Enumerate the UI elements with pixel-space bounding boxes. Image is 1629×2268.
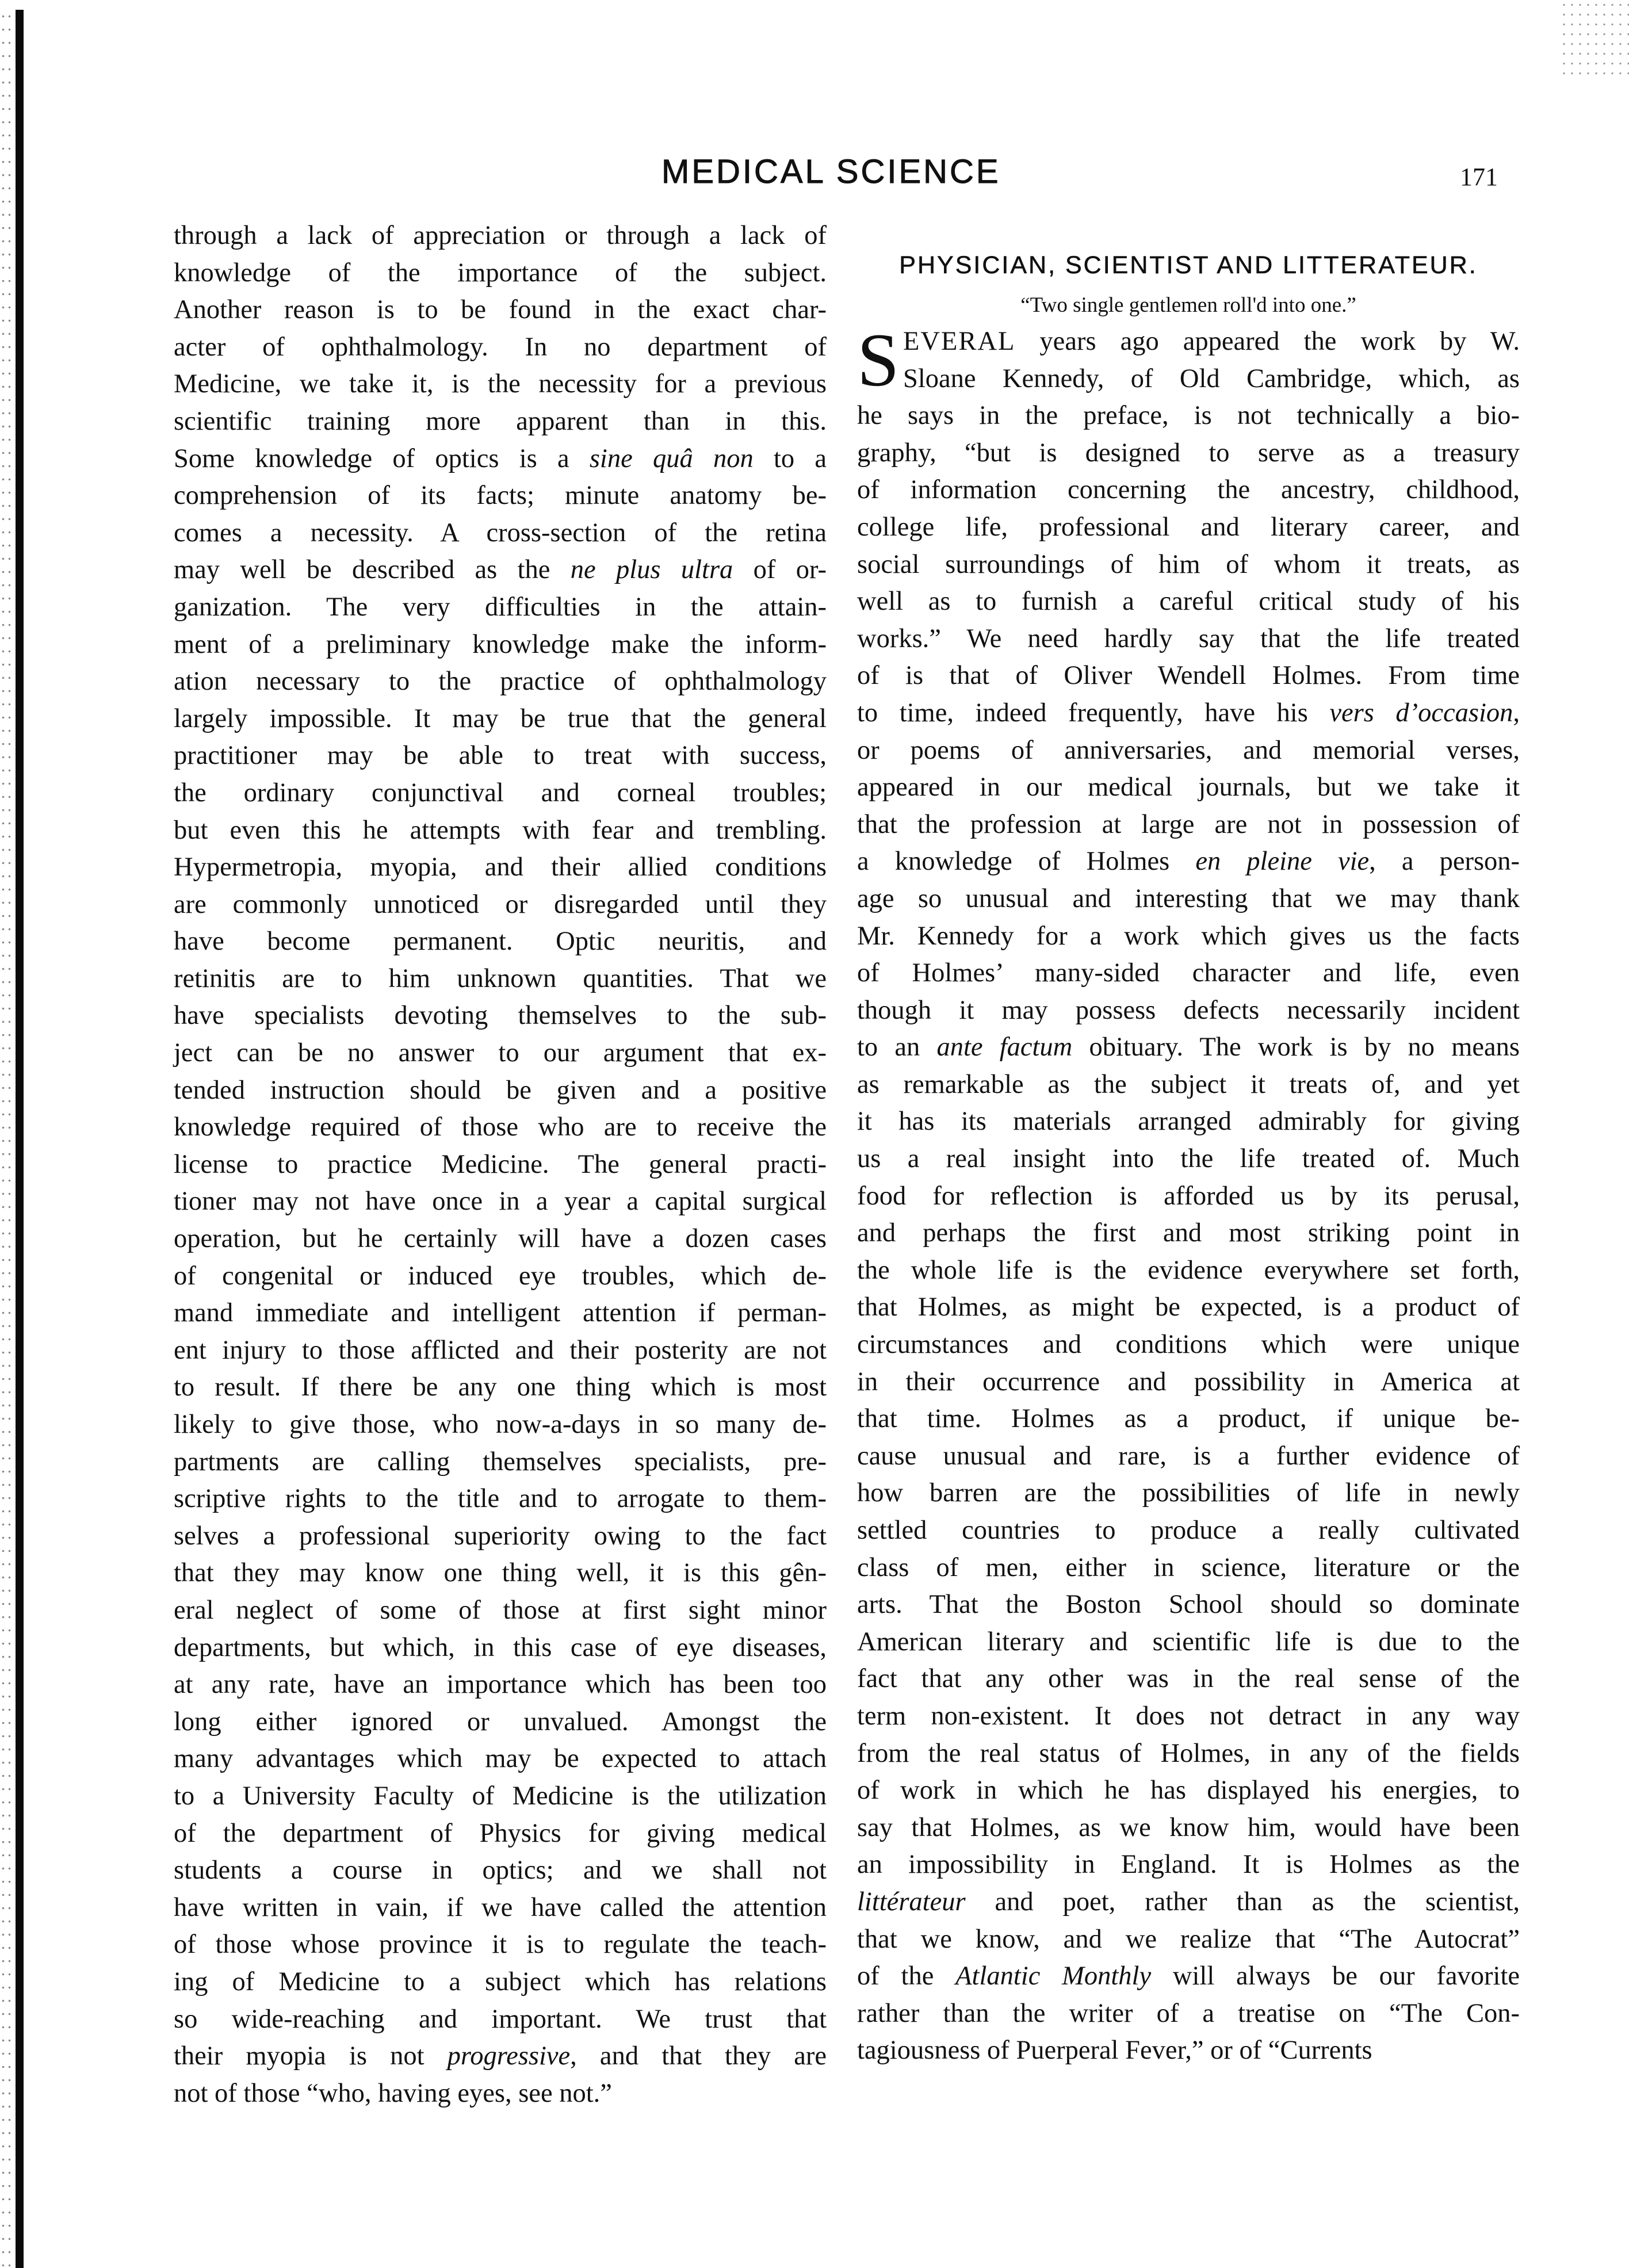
- text-line: [857, 1066, 1520, 1104]
- text-line: [174, 515, 827, 552]
- text-run: operation, but he certainly will have a dozen cases: [174, 1224, 827, 1254]
- text-run: a knowledge of Holmes: [857, 847, 1196, 877]
- text-line: [857, 1029, 1520, 1066]
- text-line: [857, 881, 1520, 918]
- text-run: Mr. Kennedy for a work which gives us the facts: [857, 921, 1520, 951]
- text-line: [174, 292, 827, 329]
- text-run: how barren are the possibilities of life in newly: [857, 1478, 1520, 1508]
- text-run: eral neglect of some of those at first sight minor: [174, 1595, 827, 1625]
- text-line: [857, 1661, 1520, 1698]
- text-run: from the real status of Holmes, in any of the fields: [857, 1738, 1520, 1768]
- text-run: have specialists devoting themselves to the sub-: [174, 1001, 827, 1031]
- text-line: [174, 923, 827, 961]
- text-run: comes a necessity. A cross-section of the retina: [174, 518, 827, 548]
- text-run: that Holmes, as might be expected, is a product of: [857, 1292, 1520, 1322]
- text-run: class of men, either in science, literature or the: [857, 1552, 1520, 1582]
- text-run: graphy, “but is designed to serve as a treasury: [857, 438, 1520, 468]
- text-line: [174, 1406, 827, 1444]
- text-line: [857, 2032, 1520, 2070]
- text-run: tagiousness of Puerperal Fever,” or of “Currents: [857, 2036, 1372, 2066]
- text-run: may well be described as the: [174, 555, 571, 585]
- text-run: though it may possess defects necessarily incident: [857, 995, 1520, 1025]
- text-line: [857, 1550, 1520, 1587]
- text-line: [857, 992, 1520, 1030]
- text-line: [857, 1921, 1520, 1959]
- text-line: [857, 1624, 1520, 1661]
- text-run: appeared in our medical journals, but we take it: [857, 772, 1520, 802]
- text-run: scientific training more apparent than in this.: [174, 406, 827, 436]
- text-run: acter of ophthalmology. In no department of: [174, 332, 827, 362]
- text-run: tioner may not have once in a year a capital surgical: [174, 1187, 827, 1217]
- text-line: [174, 2001, 827, 2038]
- text-line: [857, 1326, 1520, 1364]
- right-column: [857, 243, 1520, 2070]
- text-line: [857, 621, 1520, 658]
- text-run: through a lack of appreciation or through a lack of: [174, 221, 827, 250]
- text-line: [857, 1810, 1520, 1847]
- text-line: Sloane Kennedy, of Old Cambridge, which, as: [903, 364, 1520, 393]
- text-line: [857, 695, 1520, 732]
- text-run: college life, professional and literary career, and: [857, 512, 1520, 542]
- text-line: [174, 626, 827, 664]
- text-run: American literary and scientific life is due to the: [857, 1627, 1520, 1657]
- text-line: [174, 1964, 827, 2001]
- text-run: or poems of anniversaries, and memorial verses,: [857, 735, 1520, 765]
- text-run: their myopia is not: [174, 2041, 448, 2071]
- text-run: Another reason is to be found in the exact char-: [174, 295, 827, 325]
- text-line: [857, 732, 1520, 770]
- text-line: [174, 1630, 827, 1667]
- text-line: [174, 886, 827, 924]
- italic-phrase: Atlantic Monthly: [955, 1961, 1152, 1991]
- text-run: retinitis are to him unknown quantities. That we: [174, 963, 827, 993]
- text-run: long either ignored or unvalued. Amongst the: [174, 1707, 827, 1737]
- text-line: [174, 1369, 827, 1406]
- text-line: [174, 2075, 827, 2113]
- text-run: of the department of Physics for giving medical: [174, 1818, 827, 1848]
- text-line: [857, 1698, 1520, 1735]
- text-run: arts. That the Boston School should so dominate: [857, 1590, 1520, 1620]
- right-column-body: [857, 397, 1520, 2070]
- text-run: that the profession at large are not in possession of: [857, 809, 1520, 839]
- page-number: 171: [1460, 163, 1498, 191]
- text-run: say that Holmes, as we know him, would have been: [857, 1812, 1520, 1842]
- text-line: [174, 663, 827, 701]
- text-run: partments are calling themselves specialists, pre-: [174, 1447, 827, 1477]
- epigraph: “Two single gentlemen roll'd into one.”: [1020, 293, 1356, 317]
- text-line: [174, 1704, 827, 1741]
- text-line: [174, 2038, 827, 2075]
- italic-phrase: sine quâ non: [589, 443, 754, 473]
- text-run: Medicine, we take it, is the necessity for a previous: [174, 369, 827, 399]
- text-run: cause unusual and rare, is a further evidence of: [857, 1441, 1520, 1471]
- text-run: students a course in optics; and we shall not: [174, 1856, 827, 1885]
- text-run: departments, but which, in this case of eye diseases,: [174, 1632, 827, 1662]
- text-run: at any rate, have an importance which has been too: [174, 1670, 827, 1700]
- text-run: and perhaps the first and most striking point in: [857, 1218, 1520, 1248]
- text-run: ing of Medicine to a subject which has relations: [174, 1967, 827, 1997]
- text-run: and poet, rather than as the scientist,: [965, 1887, 1520, 1917]
- drop-cap: S: [857, 318, 900, 402]
- text-line: [857, 1178, 1520, 1215]
- text-run: but even this he attempts with fear and trembling.: [174, 815, 827, 845]
- text-line: [174, 589, 827, 626]
- text-line: [174, 775, 827, 812]
- text-line: [174, 329, 827, 366]
- text-run: of Holmes’ many-sided character and life, even: [857, 958, 1520, 988]
- text-run: works.” We need hardly say that the life treated: [857, 624, 1520, 653]
- text-line: [857, 1846, 1520, 1884]
- text-run: in their occurrence and possibility in America at: [857, 1367, 1520, 1397]
- text-run: likely to give those, who now-a-days in so many de-: [174, 1410, 827, 1439]
- text-line: [857, 1103, 1520, 1141]
- text-run: to result. If there be any one thing which is most: [174, 1372, 827, 1402]
- text-run: tended instruction should be given and a positive: [174, 1075, 827, 1105]
- text-line: [174, 1666, 827, 1704]
- text-run: rather than the writer of a treatise on “The Con-: [857, 1998, 1520, 2028]
- text-line: [174, 1926, 827, 1964]
- text-line: [174, 1109, 827, 1146]
- text-run: are commonly unnoticed or disregarded until they: [174, 889, 827, 919]
- text-run: scriptive rights to the title and to arrogate to them-: [174, 1484, 827, 1514]
- text-line: [174, 477, 827, 515]
- text-run: an impossibility in England. It is Holmes as the: [857, 1850, 1520, 1880]
- text-run: the whole life is the evidence everywhere set forth,: [857, 1255, 1520, 1285]
- text-line: [857, 1141, 1520, 1178]
- text-run: well as to furnish a careful critical study of his: [857, 587, 1520, 617]
- text-run: of information concerning the ancestry, childhood,: [857, 475, 1520, 505]
- italic-phrase: vers d’occasion: [1329, 698, 1513, 728]
- text-run: will always be our favorite: [1151, 1961, 1520, 1991]
- text-line: [174, 1183, 827, 1221]
- text-run: to an: [857, 1032, 937, 1062]
- text-line: [857, 843, 1520, 881]
- text-run: not of those “who, having eyes, see not.”: [174, 2078, 612, 2108]
- text-run: food for reflection is afforded us by its perusal,: [857, 1181, 1520, 1211]
- text-run: of congenital or induced eye troubles, which de-: [174, 1261, 827, 1291]
- text-line: [174, 1852, 827, 1890]
- text-line: [857, 769, 1520, 806]
- text-line: [857, 583, 1520, 621]
- italic-phrase: progressive: [447, 2041, 571, 2071]
- text-run: have written in vain, if we have called the attention: [174, 1892, 827, 1922]
- text-line: [857, 1884, 1520, 1921]
- scan-binding-edge: [16, 10, 24, 2268]
- text-run: of the: [857, 1961, 956, 1991]
- text-line: [174, 1518, 827, 1555]
- text-run: of or-: [733, 555, 827, 585]
- running-title: MEDICAL SCIENCE: [661, 153, 1001, 190]
- text-run: many advantages which may be expected to attach: [174, 1744, 827, 1774]
- text-run: he says in the preface, is not technically a bio-: [857, 401, 1520, 431]
- text-line: [857, 472, 1520, 509]
- text-run: ent injury to those afflicted and their posterity are not: [174, 1335, 827, 1365]
- text-line: [174, 701, 827, 738]
- text-line: [857, 1958, 1520, 1995]
- italic-phrase: en pleine vie: [1195, 847, 1370, 877]
- text-run: age so unusual and interesting that we may thank: [857, 884, 1520, 913]
- text-line: [174, 1146, 827, 1184]
- text-line: [857, 1586, 1520, 1624]
- text-line: [174, 1741, 827, 1778]
- text-run: mand immediate and intelligent attention if perman-: [174, 1298, 827, 1328]
- text-run: Some knowledge of optics is a: [174, 443, 590, 473]
- opening-line-rest: years ago appeared the work by W.: [1015, 327, 1520, 356]
- text-line: [174, 441, 827, 478]
- text-line: [174, 217, 827, 255]
- text-line: [174, 1890, 827, 1927]
- text-line: [174, 1555, 827, 1592]
- left-column: [174, 217, 827, 2112]
- text-line: [174, 997, 827, 1035]
- text-run: Hypermetropia, myopia, and their allied conditions: [174, 852, 827, 882]
- text-line: [857, 1252, 1520, 1290]
- text-run: of is that of Oliver Wendell Holmes. From time: [857, 661, 1520, 691]
- text-line: [174, 1444, 827, 1481]
- text-line: [174, 961, 827, 998]
- text-run: of work in which he has displayed his energies, to: [857, 1776, 1520, 1806]
- scan-corner-noise: [1560, 0, 1629, 81]
- text-line: [174, 812, 827, 850]
- text-line: [857, 509, 1520, 546]
- text-run: , a person-: [1369, 847, 1520, 877]
- text-line: [174, 1592, 827, 1630]
- text-line: [174, 403, 827, 441]
- opening-paragraph: [857, 318, 1520, 402]
- text-line: [857, 1215, 1520, 1252]
- text-run: knowledge required of those who are to receive the: [174, 1112, 827, 1142]
- article-title: PHYSICIAN, SCIENTIST AND LITTERATEUR.: [899, 251, 1478, 279]
- text-line: [857, 1289, 1520, 1326]
- text-run: ment of a preliminary knowledge make the inform-: [174, 629, 827, 659]
- text-line: [857, 918, 1520, 955]
- text-line: [857, 657, 1520, 695]
- text-line: [174, 255, 827, 292]
- text-line: [174, 1221, 827, 1258]
- text-line: [857, 1772, 1520, 1810]
- text-line: [857, 955, 1520, 992]
- text-line: [174, 1481, 827, 1518]
- text-run: so wide-reaching and important. We trust that: [174, 2004, 827, 2034]
- text-run: largely impossible. It may be true that the general: [174, 703, 827, 733]
- text-run: knowledge of the importance of the subject.: [174, 258, 827, 288]
- text-run: license to practice Medicine. The general practi-: [174, 1149, 827, 1179]
- text-line: [857, 1735, 1520, 1773]
- text-run: selves a professional superiority owing to the fact: [174, 1521, 827, 1551]
- text-run: term non-existent. It does not detract in any way: [857, 1701, 1520, 1731]
- italic-phrase: littérateur: [857, 1887, 966, 1917]
- text-run: that we know, and we realize that “The Autocrat”: [857, 1924, 1520, 1954]
- text-run: ject can be no answer to our argument that ex-: [174, 1038, 827, 1068]
- text-line: [857, 1438, 1520, 1475]
- text-line: [857, 1401, 1520, 1438]
- text-run: ,: [1513, 698, 1520, 728]
- text-run: ation necessary to the practice of ophthalmology: [174, 667, 827, 697]
- text-line: [174, 366, 827, 403]
- text-run: of those whose province it is to regulate the teach-: [174, 1930, 827, 1960]
- text-run: have become permanent. Optic neuritis, and: [174, 927, 827, 957]
- text-line: [857, 323, 1520, 361]
- text-run: as remarkable as the subject it treats of, and yet: [857, 1069, 1520, 1099]
- text-line: [857, 435, 1520, 472]
- text-run: social surroundings of him of whom it treats, as: [857, 549, 1520, 579]
- text-run: to a: [753, 443, 827, 473]
- text-run: the ordinary conjunctival and corneal troubles;: [174, 778, 827, 808]
- text-line: [174, 1332, 827, 1370]
- text-line: [174, 1072, 827, 1110]
- text-line: [174, 1035, 827, 1072]
- scan-binding-speckle: [0, 10, 15, 2268]
- text-line: [174, 1778, 827, 1815]
- text-line: [174, 849, 827, 886]
- italic-phrase: ne plus ultra: [570, 555, 733, 585]
- text-line: [174, 1258, 827, 1295]
- text-line: [857, 1364, 1520, 1401]
- opening-word: EVERAL: [903, 327, 1016, 356]
- text-run: practitioner may be able to treat with success,: [174, 741, 827, 771]
- text-line: [174, 737, 827, 775]
- text-line: [857, 1512, 1520, 1550]
- text-run: that they may know one thing well, it is this gên-: [174, 1558, 827, 1588]
- text-line: [174, 1815, 827, 1853]
- text-line: [857, 397, 1520, 435]
- text-run: comprehension of its facts; minute anatomy be-: [174, 481, 827, 511]
- italic-phrase: ante factum: [936, 1032, 1073, 1062]
- text-run: , and that they are: [570, 2041, 827, 2071]
- text-run: it has its materials arranged admirably for giving: [857, 1107, 1520, 1137]
- text-line: [857, 806, 1520, 844]
- text-run: to time, indeed frequently, have his: [857, 698, 1330, 728]
- text-run: obituary. The work is by no means: [1072, 1032, 1520, 1062]
- text-line: [857, 1995, 1520, 2033]
- text-run: circumstances and conditions which were unique: [857, 1330, 1520, 1360]
- text-line: [857, 1475, 1520, 1512]
- text-run: that time. Holmes as a product, if unique be-: [857, 1404, 1520, 1434]
- text-run: settled countries to produce a really cultivated: [857, 1516, 1520, 1545]
- text-line: [174, 552, 827, 589]
- text-line: [857, 546, 1520, 584]
- text-run: fact that any other was in the real sense of the: [857, 1664, 1520, 1694]
- text-line: [174, 1295, 827, 1332]
- text-run: us a real insight into the life treated of. Much: [857, 1144, 1520, 1174]
- text-run: to a University Faculty of Medicine is the utilization: [174, 1781, 827, 1811]
- text-run: ganization. The very difficulties in the attain-: [174, 592, 827, 622]
